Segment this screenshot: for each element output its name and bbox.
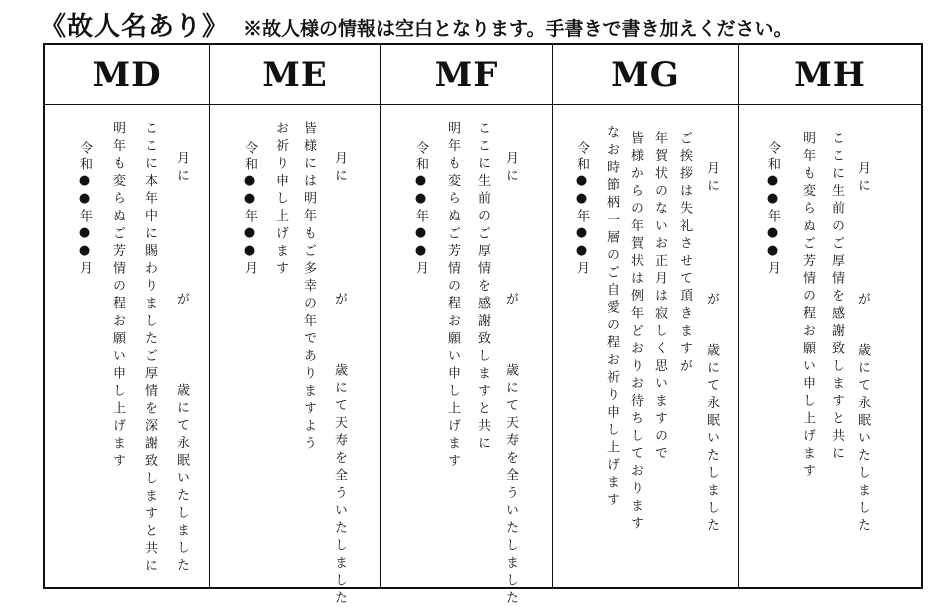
death-line: 歳にて永眠いたしました bbox=[174, 383, 189, 576]
template-table bbox=[43, 43, 923, 608]
column-code: MG bbox=[553, 45, 738, 105]
page-header bbox=[40, 6, 940, 40]
column-code: ME bbox=[210, 45, 380, 105]
message-line-1: ここに生前のご厚情を感謝致しますと共に bbox=[829, 131, 844, 464]
ga-line: が bbox=[174, 292, 189, 310]
month-line: 月に bbox=[503, 151, 518, 186]
page-title: 《故人名あり》 bbox=[40, 12, 230, 42]
template-column-md[interactable] bbox=[45, 45, 210, 587]
column-body bbox=[210, 105, 380, 608]
ga-line: が bbox=[503, 292, 518, 310]
column-body bbox=[739, 105, 921, 587]
message-line-2: 明年も変らぬご芳情の程お願い申し上げます bbox=[110, 121, 125, 471]
date-line: 令和●●年●●月 bbox=[574, 141, 589, 277]
date-line: 令和●●年●●月 bbox=[77, 141, 92, 277]
message-line-1: ご挨拶は失礼させて頂きますが bbox=[677, 131, 692, 376]
column-body bbox=[553, 105, 738, 587]
template-column-mf[interactable] bbox=[381, 45, 553, 608]
death-line: 歳にて天寿を全ういたしました bbox=[503, 363, 518, 608]
date-line: 令和●●年●●月 bbox=[765, 141, 780, 277]
ga-line: が bbox=[855, 292, 870, 310]
date-line: 令和●●年●●月 bbox=[413, 141, 428, 277]
month-line: 月に bbox=[332, 151, 347, 186]
template-column-mh[interactable] bbox=[739, 45, 921, 587]
instruction-note: ※故人様の情報は空白となります。手書きで書き加えください。 bbox=[243, 18, 793, 40]
template-column-mg[interactable] bbox=[553, 45, 739, 587]
death-line: 歳にて永眠いたしました bbox=[855, 343, 870, 536]
message-line-2: 年賀状のないお正月は寂しく思いますので bbox=[652, 131, 667, 464]
message-line-1: 皆様には明年もご多幸の年でありますよう bbox=[301, 121, 316, 454]
message-line-3: 皆様からの年賀状は例年どおりお待ちしております bbox=[628, 131, 643, 534]
column-code: MD bbox=[45, 45, 209, 105]
ga-line: が bbox=[332, 292, 347, 310]
message-line-1: ここに生前のご厚情を感謝致しますと共に bbox=[475, 121, 490, 454]
death-line: 歳にて天寿を全ういたしました bbox=[332, 363, 347, 608]
death-line: 歳にて永眠いたしました bbox=[704, 343, 719, 536]
column-code: MF bbox=[381, 45, 552, 105]
column-code: MH bbox=[739, 45, 921, 105]
message-line-1: ここに本年中に賜わりましたご厚情を深謝致しますと共に bbox=[142, 121, 157, 576]
message-line-2: お祈り申し上げます bbox=[273, 121, 288, 279]
month-line: 月に bbox=[704, 161, 719, 196]
month-line: 月に bbox=[174, 151, 189, 186]
ga-line: が bbox=[704, 292, 719, 310]
message-line-4: なお時節柄一層のご自愛の程お祈り申し上げます bbox=[604, 125, 619, 510]
date-line: 令和●●年●●月 bbox=[242, 141, 257, 277]
month-line: 月に bbox=[855, 161, 870, 196]
message-line-2: 明年も変らぬご芳情の程お願い申し上げます bbox=[800, 131, 815, 481]
message-line-2: 明年も変らぬご芳情の程お願い申し上げます bbox=[445, 121, 460, 471]
column-body bbox=[381, 105, 552, 608]
template-column-me[interactable] bbox=[210, 45, 381, 608]
column-body bbox=[45, 105, 209, 587]
